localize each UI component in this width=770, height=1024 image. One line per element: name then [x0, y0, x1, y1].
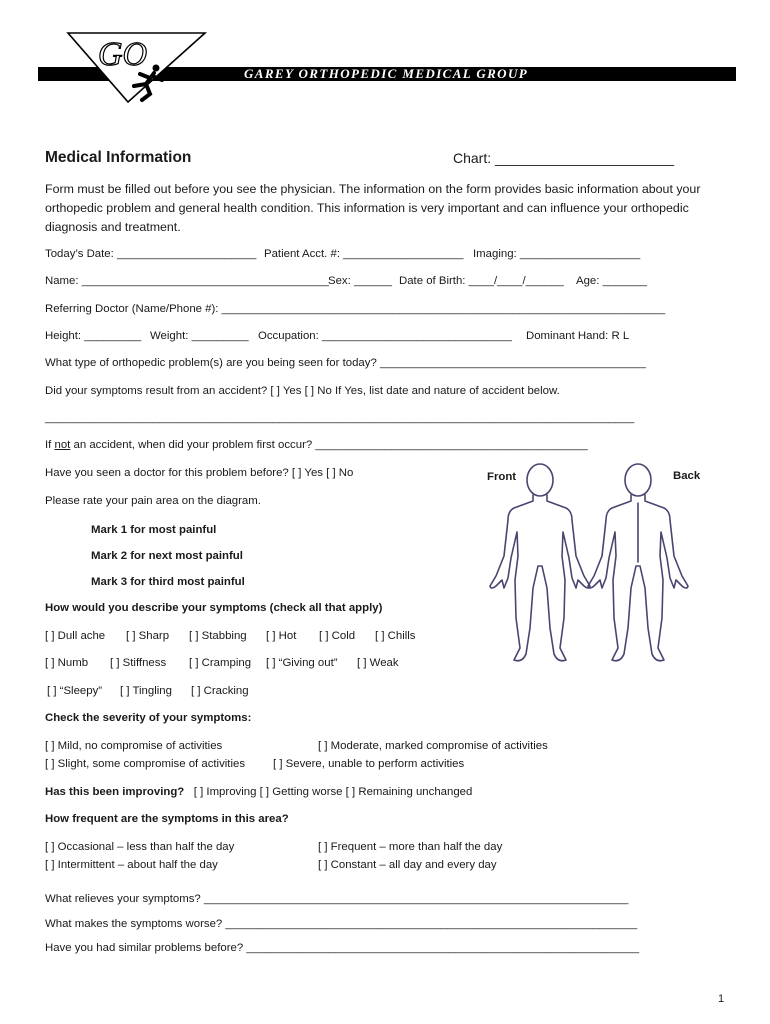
frequency-occasional[interactable]: [ ] Occasional – less than half the day: [45, 841, 235, 853]
severity-severe[interactable]: [ ] Severe, unable to perform activities: [273, 758, 465, 770]
severity-slight[interactable]: [ ] Slight, some compromise of activities: [45, 758, 246, 770]
occupation-field[interactable]: Occupation: ______________________________: [258, 330, 512, 342]
symptom-giving-out[interactable]: [ ] “Giving out”: [266, 657, 338, 669]
page-number: 1: [718, 993, 725, 1005]
worse-question[interactable]: What makes the symptoms worse? _________________________________________________________________: [45, 918, 638, 930]
improving-options[interactable]: [ ] Improving [ ] Getting worse [ ] Remaining unchanged: [193, 786, 473, 798]
back-body-figure: [588, 464, 688, 661]
onset-question[interactable]: [45, 439, 588, 451]
chart-field[interactable]: Chart: _______________________: [453, 150, 675, 166]
onset-suffix: an accident, when did your problem first occur? ___________________________________________: [70, 439, 588, 451]
relieves-question[interactable]: What relieves your symptoms? ___________________________________________________________________: [45, 893, 629, 905]
weight-field[interactable]: Weight: _________: [150, 330, 249, 342]
group-name: GAREY ORTHOPEDIC MEDICAL GROUP: [244, 66, 529, 81]
symptom-dull-ache[interactable]: [ ] Dull ache: [45, 630, 106, 642]
symptom-chills[interactable]: [ ] Chills: [375, 630, 416, 642]
frequency-heading: How frequent are the symptoms in this area?: [45, 813, 289, 825]
body-diagram[interactable]: [478, 458, 708, 668]
symptom-sharp[interactable]: [ ] Sharp: [126, 630, 170, 642]
accident-details-line[interactable]: _____________________________________________________________________________________________: [45, 412, 635, 424]
front-label: Front: [487, 471, 517, 483]
mark-1-instruction: Mark 1 for most painful: [91, 524, 217, 536]
severity-mild[interactable]: [ ] Mild, no compromise of activities: [45, 740, 223, 752]
referring-doctor-field[interactable]: Referring Doctor (Name/Phone #): ______________________________________________________________________: [45, 303, 666, 315]
accident-question[interactable]: Did your symptoms result from an accident? [ ] Yes [ ] No If Yes, list date and nature of accident below.: [45, 385, 560, 397]
symptom-cold[interactable]: [ ] Cold: [319, 630, 356, 642]
frequency-frequent[interactable]: [ ] Frequent – more than half the day: [318, 841, 503, 853]
frequency-intermittent[interactable]: [ ] Intermittent – about half the day: [45, 859, 218, 871]
symptom-stabbing[interactable]: [ ] Stabbing: [189, 630, 247, 642]
symptom-hot[interactable]: [ ] Hot: [266, 630, 297, 642]
sex-field[interactable]: Sex: ______: [328, 275, 392, 287]
frequency-constant[interactable]: [ ] Constant – all day and every day: [318, 859, 497, 871]
improving-heading: Has this been improving?: [45, 786, 185, 798]
symptom-stiffness[interactable]: [ ] Stiffness: [110, 657, 167, 669]
symptom-tingling[interactable]: [ ] Tingling: [120, 685, 172, 697]
back-label: Back: [673, 470, 701, 482]
symptom-numb[interactable]: [ ] Numb: [45, 657, 89, 669]
dob-field[interactable]: Date of Birth: ____/____/______: [399, 275, 564, 287]
dominant-hand-field[interactable]: Dominant Hand: R L: [526, 330, 630, 342]
onset-prefix: If: [45, 439, 55, 451]
symptom-weak[interactable]: [ ] Weak: [357, 657, 399, 669]
rate-pain-instruction: Please rate your pain area on the diagram.: [45, 495, 261, 507]
group-logo: [64, 28, 209, 104]
page-title: Medical Information: [45, 149, 192, 166]
name-field[interactable]: Name: _______________________________________: [45, 275, 329, 287]
mark-3-instruction: Mark 3 for third most painful: [91, 576, 245, 588]
symptom-cramping[interactable]: [ ] Cramping: [189, 657, 252, 669]
improving-row: [45, 786, 472, 798]
intro-text: Form must be filled out before you see the physician. The information on the form provides basic information about your orthopedic problem and general health condition. This information is very important and can influence your orthopedic diagnosis and treatment.: [45, 182, 701, 234]
todays-date-field[interactable]: Today’s Date: ______________________: [45, 248, 257, 260]
onset-not: not: [54, 439, 71, 451]
severity-heading: Check the severity of your symptoms:: [45, 712, 252, 724]
age-field[interactable]: Age: _______: [576, 275, 647, 287]
logo-text: GO: [98, 36, 148, 73]
symptom-sleepy[interactable]: [ ] “Sleepy”: [47, 685, 103, 697]
symptoms-heading: How would you describe your symptoms (check all that apply): [45, 602, 383, 614]
seen-doctor-question[interactable]: Have you seen a doctor for this problem before? [ ] Yes [ ] No: [45, 467, 354, 479]
height-field[interactable]: Height: _________: [45, 330, 142, 342]
similar-problems-question[interactable]: Have you had similar problems before? ______________________________________________________________: [45, 942, 640, 954]
front-body-figure: [490, 464, 590, 661]
problem-type-field[interactable]: What type of orthopedic problem(s) are you being seen for today? __________________________________________: [45, 357, 647, 369]
mark-2-instruction: Mark 2 for next most painful: [91, 550, 243, 562]
severity-moderate[interactable]: [ ] Moderate, marked compromise of activities: [318, 740, 548, 752]
symptom-cracking[interactable]: [ ] Cracking: [191, 685, 249, 697]
patient-acct-field[interactable]: Patient Acct. #: ___________________: [264, 248, 464, 260]
imaging-field[interactable]: Imaging: ___________________: [473, 248, 641, 260]
